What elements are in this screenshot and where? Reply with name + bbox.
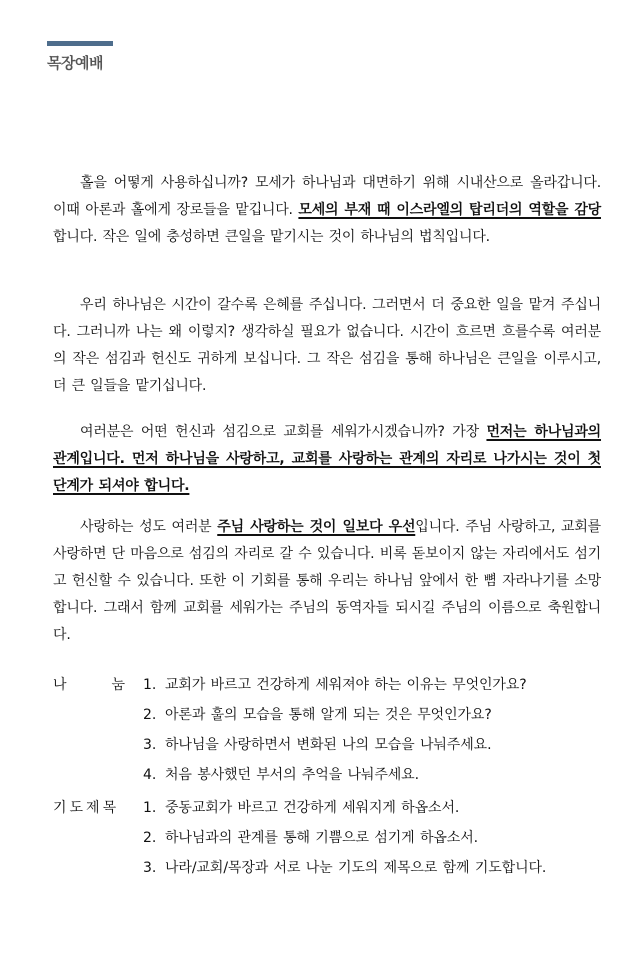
prayer-item: 나라/교회/목장과 서로 나눈 기도의 제목으로 함께 기도합니다. [165, 860, 547, 876]
page-title: 목장예배 [47, 54, 103, 72]
paragraph-1 [53, 170, 601, 251]
paragraph-2 [53, 292, 601, 400]
list-item [53, 760, 613, 790]
sharing-question: 하나님을 사랑하면서 변화된 나의 모습을 나눠주세요. [165, 737, 492, 753]
paragraph-4 [53, 514, 601, 649]
item-number: 3. [143, 737, 157, 753]
paragraph-2-text: 우리 하나님은 시간이 갈수록 은혜를 주십니다. 그러면서 더 중요한 일을 맡겨 주십니다. 그러니까 나는 왜 이렇지? 생각하실 필요가 없습니다. 시간이 흐르면 흐를수록 여러분의 작은 섬김과 헌신도 귀하게 보십니다. 그 작은 섬김을 통해 하나님은 큰일을 이루시고, 더 큰 일들을 맡기십니다. [53, 297, 601, 394]
list-item [53, 853, 613, 883]
item-number: 4. [143, 767, 157, 783]
paragraph-3-text-a: 여러분은 어떤 헌신과 섬김으로 교회를 세워가시겠습니까? 가장 [80, 424, 487, 440]
list-item [53, 670, 613, 700]
prayer-item: 하나님과의 관계를 통해 기쁨으로 섬기게 하옵소서. [165, 830, 479, 846]
item-number: 1. [143, 677, 157, 693]
sharing-section [53, 670, 613, 790]
paragraph-4-emphasis: 주님 사랑하는 것이 일보다 우선 [217, 519, 416, 535]
sharing-label [53, 670, 135, 700]
paragraph-1-text-a: 홀을 어떻게 사용하십니까? 모세가 하나님과 대면하기 위해 시내산으로 올라갑니다. 이때 아론과 홀에게 장로들을 맡깁니다. [53, 175, 601, 218]
page-header [47, 41, 113, 73]
paragraph-4-text-a: 사랑하는 성도 여러분 [80, 519, 218, 535]
item-number: 2. [143, 830, 157, 846]
sharing-question: 교회가 바르고 건강하게 세워져야 하는 이유는 무엇인가요? [165, 677, 527, 693]
list-item [53, 823, 613, 853]
list-item [53, 700, 613, 730]
sharing-label-first: 나 [53, 677, 70, 693]
list-item [53, 730, 613, 760]
paragraph-3 [53, 419, 601, 500]
prayer-section [53, 793, 613, 883]
sharing-question: 아론과 훌의 모습을 통해 알게 되는 것은 무엇인가요? [165, 707, 492, 723]
paragraph-4-text-c: 입니다. 주님 사랑하고, 교회를 사랑하면 단 마음으로 섬김의 자리로 갈 수 있습니다. 비록 돋보이지 않는 자리에서도 섬기고 헌신할 수 있습니다. 또한 이 기회를 통해 우리는 하나님 앞에서 한 뼘 자라나기를 소망합니다. 그래서 함께 교회를 세워가는 주님의 동역자들 되시길 주님의 이름으로 축원합니다. [53, 519, 601, 643]
item-number: 1. [143, 800, 157, 816]
paragraph-1-emphasis: 모세의 부재 때 이스라엘의 탑리더의 역할을 감당 [298, 202, 601, 218]
header-accent-bar [47, 41, 113, 46]
prayer-item: 중동교회가 바르고 건강하게 세워지게 하옵소서. [165, 800, 460, 816]
list-item [53, 793, 613, 823]
prayer-label: 기도제목 [53, 800, 120, 816]
item-number: 2. [143, 707, 157, 723]
sharing-label-second: 눔 [111, 677, 129, 693]
sharing-question: 처음 봉사했던 부서의 추억을 나눠주세요. [165, 767, 419, 783]
item-number: 3. [143, 860, 157, 876]
paragraph-3-emphasis: 먼저는 하나님과의 관계입니다. 먼저 하나님을 사랑하고, 교회를 사랑하는 관계의 자리로 나가시는 것이 첫 단계가 되셔야 합니다. [53, 424, 602, 494]
paragraph-1-text-c: 합니다. 작은 일에 충성하면 큰일을 맡기시는 것이 하나님의 법칙입니다. [53, 229, 490, 245]
